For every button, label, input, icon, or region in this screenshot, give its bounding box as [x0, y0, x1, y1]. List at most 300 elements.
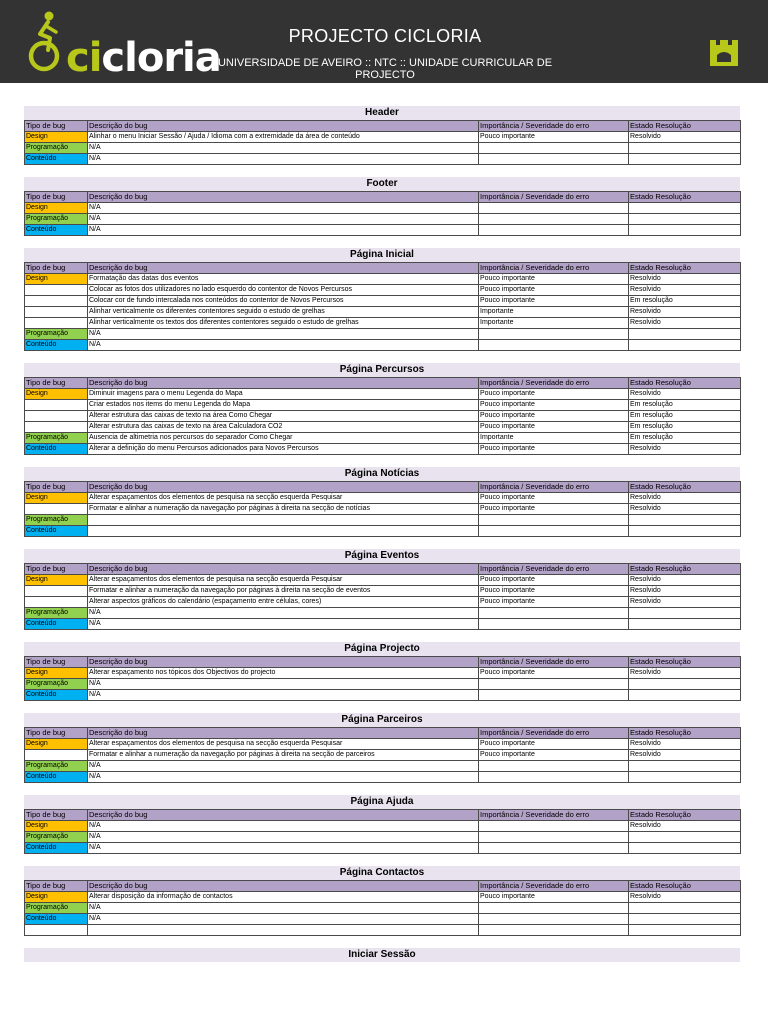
bug-type-cell: [25, 925, 88, 936]
bug-type-programacao: Programação: [25, 515, 88, 526]
bug-severity: Pouco importante: [479, 132, 629, 143]
bug-status: Resolvido: [629, 132, 741, 143]
column-header: Importância / Severidade do erro: [479, 482, 629, 493]
bug-severity: Pouco importante: [479, 668, 629, 679]
bug-table: [24, 481, 741, 537]
bug-status: [629, 214, 741, 225]
column-header: Descrição do bug: [88, 192, 479, 203]
table-row: [25, 132, 741, 143]
bug-status: Resolvido: [629, 493, 741, 504]
table-row: [25, 739, 741, 750]
bug-description: N/A: [88, 843, 479, 854]
bug-description: Alterar disposição da informação de contactos: [88, 892, 479, 903]
top-banner: [0, 0, 768, 83]
bug-status: [629, 772, 741, 783]
bug-severity: [479, 821, 629, 832]
bug-status: Resolvido: [629, 504, 741, 515]
bug-status: [629, 329, 741, 340]
bug-severity: Pouco importante: [479, 493, 629, 504]
table-row: [25, 422, 741, 433]
bug-type-cell: [25, 411, 88, 422]
table-row: [25, 154, 741, 165]
bug-status: [629, 143, 741, 154]
bug-severity: Importante: [479, 318, 629, 329]
bug-table: [24, 656, 741, 701]
bug-status: [629, 608, 741, 619]
bug-type-design: Design: [25, 493, 88, 504]
column-header: Tipo de bug: [25, 482, 88, 493]
bug-type-cell: [25, 307, 88, 318]
column-header: Tipo de bug: [25, 564, 88, 575]
section-title: Header: [24, 106, 740, 120]
bug-type-programacao: Programação: [25, 608, 88, 619]
column-header: Tipo de bug: [25, 192, 88, 203]
bug-status: [629, 619, 741, 630]
bug-description: N/A: [88, 679, 479, 690]
bug-table: [24, 377, 741, 455]
bug-severity: [479, 925, 629, 936]
section-title: Página Contactos: [24, 866, 740, 880]
bug-status: Em resolução: [629, 433, 741, 444]
bug-table: [24, 120, 741, 165]
bug-section: [24, 549, 740, 630]
bug-type-programacao: Programação: [25, 329, 88, 340]
column-header: Importância / Severidade do erro: [479, 263, 629, 274]
bug-severity: [479, 843, 629, 854]
column-header: Estado Resolução: [629, 378, 741, 389]
bug-severity: Pouco importante: [479, 750, 629, 761]
bug-status: Resolvido: [629, 318, 741, 329]
bug-section: [24, 866, 740, 936]
column-header: Tipo de bug: [25, 263, 88, 274]
bug-description: Formatar e alinhar a numeração da navegação por páginas à direita na secção de parceiros: [88, 750, 479, 761]
bug-severity: Pouco importante: [479, 285, 629, 296]
bug-severity: Pouco importante: [479, 444, 629, 455]
bug-description: N/A: [88, 903, 479, 914]
bug-severity: Pouco importante: [479, 586, 629, 597]
bug-description: Alterar espaçamentos dos elementos de pesquisa na secção esquerda Pesquisar: [88, 493, 479, 504]
section-title: Página Ajuda: [24, 795, 740, 809]
bug-status: Resolvido: [629, 668, 741, 679]
bug-description: N/A: [88, 143, 479, 154]
table-row: [25, 575, 741, 586]
bug-description: [88, 925, 479, 936]
bug-description: Alterar espaçamentos dos elementos de pesquisa na secção esquerda Pesquisar: [88, 739, 479, 750]
bug-description: N/A: [88, 772, 479, 783]
column-header: Descrição do bug: [88, 810, 479, 821]
bug-description: Colocar as fotos dos utilizadores no lado esquerdo do contentor de Novos Percursos: [88, 285, 479, 296]
table-header-row: [25, 657, 741, 668]
bug-type-design: Design: [25, 668, 88, 679]
bug-table: [24, 727, 741, 783]
bug-description: Alterar aspectos gráficos do calendário (espaçamento entre células, cores): [88, 597, 479, 608]
table-header-row: [25, 564, 741, 575]
section-title: Página Inicial: [24, 248, 740, 262]
bug-type-cell: [25, 400, 88, 411]
table-row: [25, 504, 741, 515]
bug-description: N/A: [88, 214, 479, 225]
bug-type-conteudo: Conteúdo: [25, 444, 88, 455]
bug-type-conteudo: Conteúdo: [25, 690, 88, 701]
bug-severity: [479, 832, 629, 843]
bug-table: [24, 262, 741, 351]
table-header-row: [25, 482, 741, 493]
bug-description: Formatar e alinhar a numeração da navegação por páginas à direita na secção de notícias: [88, 504, 479, 515]
bug-type-design: Design: [25, 575, 88, 586]
table-row: [25, 586, 741, 597]
table-row: [25, 493, 741, 504]
column-header: Estado Resolução: [629, 564, 741, 575]
bug-severity: Pouco importante: [479, 411, 629, 422]
table-row: [25, 821, 741, 832]
bug-type-cell: [25, 318, 88, 329]
table-row: [25, 400, 741, 411]
bug-table: [24, 880, 741, 936]
project-subtitle: UNIVERSIDADE DE AVEIRO :: NTC :: UNIDADE CURRICULAR DE PROJECTO: [217, 57, 553, 81]
bug-section: [24, 467, 740, 537]
table-row: [25, 608, 741, 619]
bug-status: Em resolução: [629, 296, 741, 307]
bug-description: N/A: [88, 225, 479, 236]
bug-section: [24, 177, 740, 236]
bug-description: [88, 515, 479, 526]
bug-description: N/A: [88, 914, 479, 925]
bug-status: [629, 761, 741, 772]
bug-description: N/A: [88, 690, 479, 701]
bug-table: [24, 563, 741, 630]
table-row: [25, 597, 741, 608]
bug-status: [629, 832, 741, 843]
bug-type-design: Design: [25, 739, 88, 750]
table-row: [25, 679, 741, 690]
bug-report-content: [24, 106, 740, 974]
table-row: [25, 444, 741, 455]
bug-type-design: Design: [25, 274, 88, 285]
bug-severity: Importante: [479, 307, 629, 318]
section-title: Página Parceiros: [24, 713, 740, 727]
bug-severity: [479, 329, 629, 340]
bug-severity: Pouco importante: [479, 892, 629, 903]
bug-description: Alterar a definição do menu Percursos adicionados para Novos Percursos: [88, 444, 479, 455]
table-row: [25, 832, 741, 843]
bug-type-design: Design: [25, 892, 88, 903]
bug-type-conteudo: Conteúdo: [25, 225, 88, 236]
bug-severity: [479, 679, 629, 690]
column-header: Estado Resolução: [629, 728, 741, 739]
table-row: [25, 143, 741, 154]
logo-text-accent: ci: [66, 35, 102, 81]
bug-description: Alterar espaçamento nos tópicos dos Objectivos do projecto: [88, 668, 479, 679]
bug-section: [24, 248, 740, 351]
bug-type-cell: [25, 422, 88, 433]
bug-description: Alinhar verticalmente os diferentes contentores seguido o estudo de grelhas: [88, 307, 479, 318]
bug-type-programacao: Programação: [25, 832, 88, 843]
bug-status: Resolvido: [629, 892, 741, 903]
table-row: [25, 203, 741, 214]
table-row: [25, 750, 741, 761]
column-header: Tipo de bug: [25, 657, 88, 668]
bug-type-programacao: Programação: [25, 433, 88, 444]
bug-section: [24, 948, 740, 962]
table-row: [25, 285, 741, 296]
bug-severity: [479, 203, 629, 214]
column-header: Tipo de bug: [25, 810, 88, 821]
column-header: Descrição do bug: [88, 482, 479, 493]
bug-type-conteudo: Conteúdo: [25, 914, 88, 925]
bug-description: Colocar cor de fundo intercalada nos conteúdos do contentor de Novos Percursos: [88, 296, 479, 307]
bug-type-conteudo: Conteúdo: [25, 843, 88, 854]
bug-section: [24, 713, 740, 783]
bug-status: [629, 515, 741, 526]
bug-description: N/A: [88, 608, 479, 619]
bug-severity: Pouco importante: [479, 504, 629, 515]
table-row: [25, 340, 741, 351]
table-header-row: [25, 728, 741, 739]
bug-severity: [479, 340, 629, 351]
table-header-row: [25, 810, 741, 821]
bug-type-conteudo: Conteúdo: [25, 154, 88, 165]
column-header: Importância / Severidade do erro: [479, 728, 629, 739]
bug-status: Em resolução: [629, 400, 741, 411]
table-row: [25, 925, 741, 936]
column-header: Descrição do bug: [88, 263, 479, 274]
bug-type-design: Design: [25, 821, 88, 832]
bug-section: [24, 795, 740, 854]
bug-status: [629, 690, 741, 701]
bug-severity: [479, 608, 629, 619]
table-row: [25, 274, 741, 285]
table-row: [25, 389, 741, 400]
bug-severity: [479, 526, 629, 537]
bug-description: N/A: [88, 340, 479, 351]
section-title: Iniciar Sessão: [24, 948, 740, 962]
bug-type-design: Design: [25, 203, 88, 214]
table-row: [25, 225, 741, 236]
table-row: [25, 892, 741, 903]
table-row: [25, 903, 741, 914]
column-header: Tipo de bug: [25, 881, 88, 892]
bug-status: Resolvido: [629, 586, 741, 597]
bug-severity: [479, 143, 629, 154]
bug-description: Diminuir imagens para o menu Legenda do Mapa: [88, 389, 479, 400]
column-header: Estado Resolução: [629, 810, 741, 821]
bug-status: Resolvido: [629, 389, 741, 400]
bug-description: N/A: [88, 329, 479, 340]
bug-type-cell: [25, 750, 88, 761]
bug-description: Alinhar verticalmente os textos dos diferentes contentores seguido o estudo de grelhas: [88, 318, 479, 329]
column-header: Descrição do bug: [88, 657, 479, 668]
bug-severity: Pouco importante: [479, 575, 629, 586]
bug-type-conteudo: Conteúdo: [25, 619, 88, 630]
bug-description: Alterar estrutura das caixas de texto na área Calculadora CO2: [88, 422, 479, 433]
bug-type-conteudo: Conteúdo: [25, 526, 88, 537]
column-header: Importância / Severidade do erro: [479, 881, 629, 892]
table-row: [25, 761, 741, 772]
section-title: Página Projecto: [24, 642, 740, 656]
bug-severity: [479, 619, 629, 630]
column-header: Estado Resolução: [629, 192, 741, 203]
column-header: Importância / Severidade do erro: [479, 657, 629, 668]
bug-status: [629, 843, 741, 854]
column-header: Importância / Severidade do erro: [479, 564, 629, 575]
bug-status: [629, 914, 741, 925]
bug-description: N/A: [88, 761, 479, 772]
bug-severity: [479, 690, 629, 701]
column-header: Importância / Severidade do erro: [479, 810, 629, 821]
bug-severity: [479, 515, 629, 526]
bug-type-conteudo: Conteúdo: [25, 340, 88, 351]
bug-description: N/A: [88, 832, 479, 843]
bug-status: Em resolução: [629, 411, 741, 422]
bug-severity: Pouco importante: [479, 296, 629, 307]
bug-status: [629, 679, 741, 690]
bug-status: Resolvido: [629, 444, 741, 455]
bug-status: Resolvido: [629, 597, 741, 608]
table-row: [25, 318, 741, 329]
table-row: [25, 214, 741, 225]
bug-type-cell: [25, 296, 88, 307]
bug-severity: [479, 914, 629, 925]
bug-status: [629, 925, 741, 936]
column-header: Tipo de bug: [25, 378, 88, 389]
table-header-row: [25, 263, 741, 274]
bug-description: [88, 526, 479, 537]
bug-status: [629, 154, 741, 165]
section-title: Página Notícias: [24, 467, 740, 481]
column-header: Importância / Severidade do erro: [479, 192, 629, 203]
column-header: Importância / Severidade do erro: [479, 121, 629, 132]
table-header-row: [25, 121, 741, 132]
bug-severity: Pouco importante: [479, 422, 629, 433]
bug-description: Formatação das datas dos eventos: [88, 274, 479, 285]
bug-severity: Pouco importante: [479, 739, 629, 750]
bug-severity: [479, 772, 629, 783]
table-row: [25, 296, 741, 307]
bug-description: Criar estados nos items do menu Legenda do Mapa: [88, 400, 479, 411]
bug-description: Alterar estrutura das caixas de texto na área Como Chegar: [88, 411, 479, 422]
bug-type-cell: [25, 285, 88, 296]
university-castle-icon: [708, 38, 740, 68]
column-header: Estado Resolução: [629, 121, 741, 132]
bug-type-conteudo: Conteúdo: [25, 772, 88, 783]
bug-table: [24, 809, 741, 854]
bug-severity: [479, 214, 629, 225]
project-title: PROJECTO CICLORIA: [288, 26, 482, 46]
table-row: [25, 914, 741, 925]
bug-description: N/A: [88, 821, 479, 832]
bug-type-programacao: Programação: [25, 214, 88, 225]
bug-type-programacao: Programação: [25, 143, 88, 154]
cicloria-logo: [28, 10, 221, 81]
column-header: Estado Resolução: [629, 482, 741, 493]
table-row: [25, 668, 741, 679]
column-header: Importância / Severidade do erro: [479, 378, 629, 389]
bug-status: Resolvido: [629, 575, 741, 586]
bug-status: [629, 526, 741, 537]
table-row: [25, 515, 741, 526]
bug-severity: Pouco importante: [479, 400, 629, 411]
bug-status: Resolvido: [629, 821, 741, 832]
bug-status: Resolvido: [629, 750, 741, 761]
bug-status: Em resolução: [629, 422, 741, 433]
bug-status: Resolvido: [629, 285, 741, 296]
bug-description: Ausencia de altimetria nos percursos do separador Como Chegar: [88, 433, 479, 444]
table-header-row: [25, 378, 741, 389]
bug-type-programacao: Programação: [25, 761, 88, 772]
table-row: [25, 843, 741, 854]
table-row: [25, 619, 741, 630]
table-row: [25, 772, 741, 783]
bug-severity: [479, 154, 629, 165]
column-header: Tipo de bug: [25, 121, 88, 132]
bug-status: [629, 903, 741, 914]
bug-table: [24, 191, 741, 236]
bug-type-cell: [25, 586, 88, 597]
bug-severity: Pouco importante: [479, 389, 629, 400]
bug-type-design: Design: [25, 389, 88, 400]
logo-text-main: cloria: [101, 35, 221, 81]
bug-type-cell: [25, 597, 88, 608]
bug-type-programacao: Programação: [25, 679, 88, 690]
table-row: [25, 411, 741, 422]
table-header-row: [25, 881, 741, 892]
column-header: Tipo de bug: [25, 728, 88, 739]
bug-description: Formatar e alinhar a numeração da navegação por páginas à direita na secção de eventos: [88, 586, 479, 597]
bug-type-programacao: Programação: [25, 903, 88, 914]
bug-description: N/A: [88, 619, 479, 630]
bug-status: [629, 203, 741, 214]
bug-severity: [479, 903, 629, 914]
column-header: Descrição do bug: [88, 881, 479, 892]
column-header: Descrição do bug: [88, 564, 479, 575]
table-row: [25, 307, 741, 318]
bug-severity: [479, 225, 629, 236]
bug-description: N/A: [88, 154, 479, 165]
bug-section: [24, 642, 740, 701]
bug-status: [629, 225, 741, 236]
table-row: [25, 329, 741, 340]
table-row: [25, 433, 741, 444]
bug-severity: Pouco importante: [479, 274, 629, 285]
section-title: Footer: [24, 177, 740, 191]
column-header: Estado Resolução: [629, 881, 741, 892]
bug-type-cell: [25, 504, 88, 515]
table-header-row: [25, 192, 741, 203]
section-title: Página Percursos: [24, 363, 740, 377]
column-header: Estado Resolução: [629, 263, 741, 274]
column-header: Estado Resolução: [629, 657, 741, 668]
bug-description: Alterar espaçamentos dos elementos de pesquisa na secção esquerda Pesquisar: [88, 575, 479, 586]
bug-description: Alinhar o menu Iniciar Sessão / Ajuda / Idioma com a extremidade da área de conteúdo: [88, 132, 479, 143]
bug-severity: [479, 761, 629, 772]
bug-status: Resolvido: [629, 274, 741, 285]
bug-section: [24, 363, 740, 455]
bug-status: [629, 340, 741, 351]
column-header: Descrição do bug: [88, 378, 479, 389]
bug-section: [24, 106, 740, 165]
bug-status: Resolvido: [629, 739, 741, 750]
bug-severity: Pouco importante: [479, 597, 629, 608]
bug-status: Resolvido: [629, 307, 741, 318]
bug-severity: Importante: [479, 433, 629, 444]
column-header: Descrição do bug: [88, 728, 479, 739]
bug-type-design: Design: [25, 132, 88, 143]
table-row: [25, 690, 741, 701]
table-row: [25, 526, 741, 537]
section-title: Página Eventos: [24, 549, 740, 563]
bug-description: N/A: [88, 203, 479, 214]
column-header: Descrição do bug: [88, 121, 479, 132]
